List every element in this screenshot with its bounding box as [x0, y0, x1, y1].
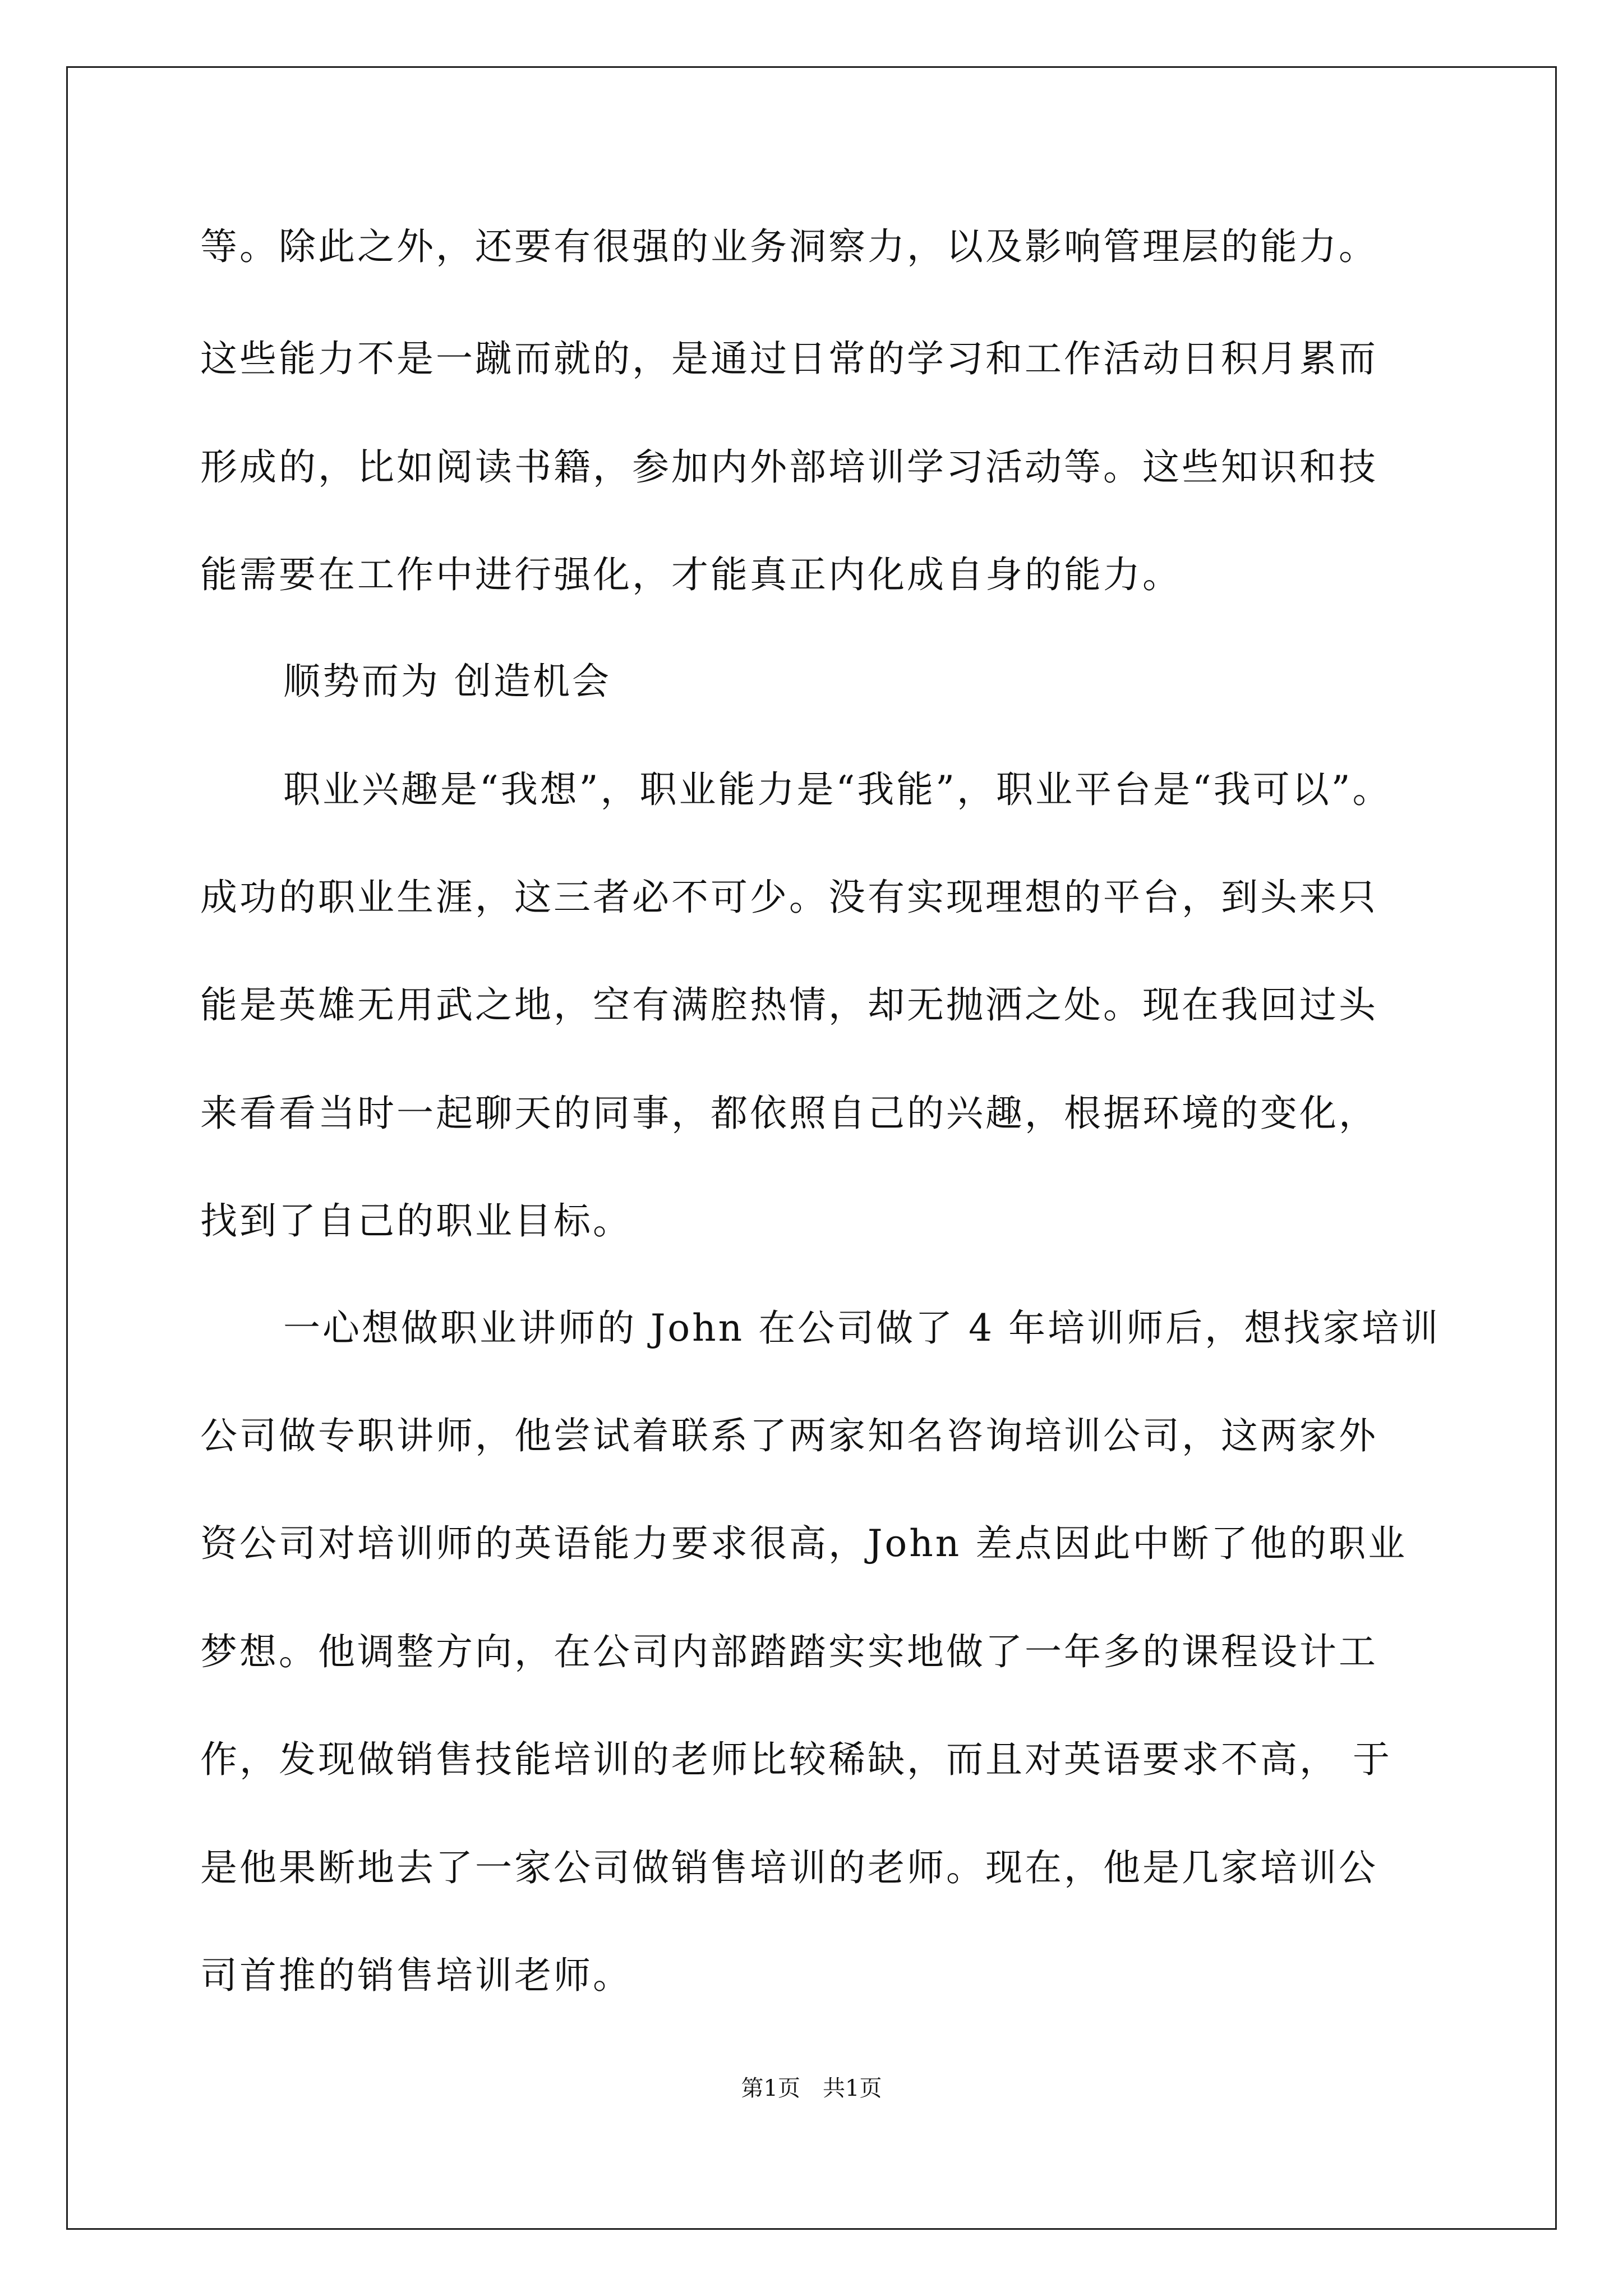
text-line: 一心想做职业讲师的 John 在公司做了 4 年培训师后，想找家培训 [283, 1306, 1441, 1350]
text-line: 是他果断地去了一家公司做销售培训的老师。现在，他是几家培训公 [200, 1846, 1378, 1889]
text-line: 能需要在工作中进行强化，才能真正内化成自身的能力。 [200, 553, 1182, 596]
text-line: 成功的职业生涯，这三者必不可少。没有实现理想的平台，到头来只 [200, 876, 1378, 919]
text-line: 这些能力不是一蹴而就的，是通过日常的学习和工作活动日积月累而 [200, 337, 1378, 380]
text-line: 等。除此之外，还要有很强的业务洞察力，以及影响管理层的能力。 [200, 225, 1378, 268]
text-line: 形成的，比如阅读书籍，参加内外部培训学习活动等。这些知识和技 [200, 445, 1378, 489]
page-number-footer: 第1页 共1页 [741, 2076, 882, 2101]
text-line: 来看看当时一起聊天的同事，都依照自己的兴趣，根据环境的变化， [200, 1092, 1378, 1135]
page-border [66, 66, 1557, 2230]
text-line: 职业兴趣是“我想”，职业能力是“我能”，职业平台是“我可以”。 [283, 768, 1392, 811]
text-line: 梦想。他调整方向，在公司内部踏踏实实地做了一年多的课程设计工 [200, 1630, 1378, 1673]
section-heading: 顺势而为 创造机会 [283, 660, 611, 703]
text-line: 资公司对培训师的英语能力要求很高，John 差点因此中断了他的职业 [200, 1522, 1408, 1565]
text-line: 司首推的销售培训老师。 [200, 1954, 632, 1997]
text-line: 能是英雄无用武之地，空有满腔热情，却无抛洒之处。现在我回过头 [200, 983, 1378, 1027]
text-line: 作，发现做销售技能培训的老师比较稀缺，而且对英语要求不高， 于 [200, 1738, 1392, 1781]
text-line: 找到了自己的职业目标。 [200, 1199, 632, 1243]
text-line: 公司做专职讲师，他尝试着联系了两家知名咨询培训公司，这两家外 [200, 1414, 1378, 1457]
